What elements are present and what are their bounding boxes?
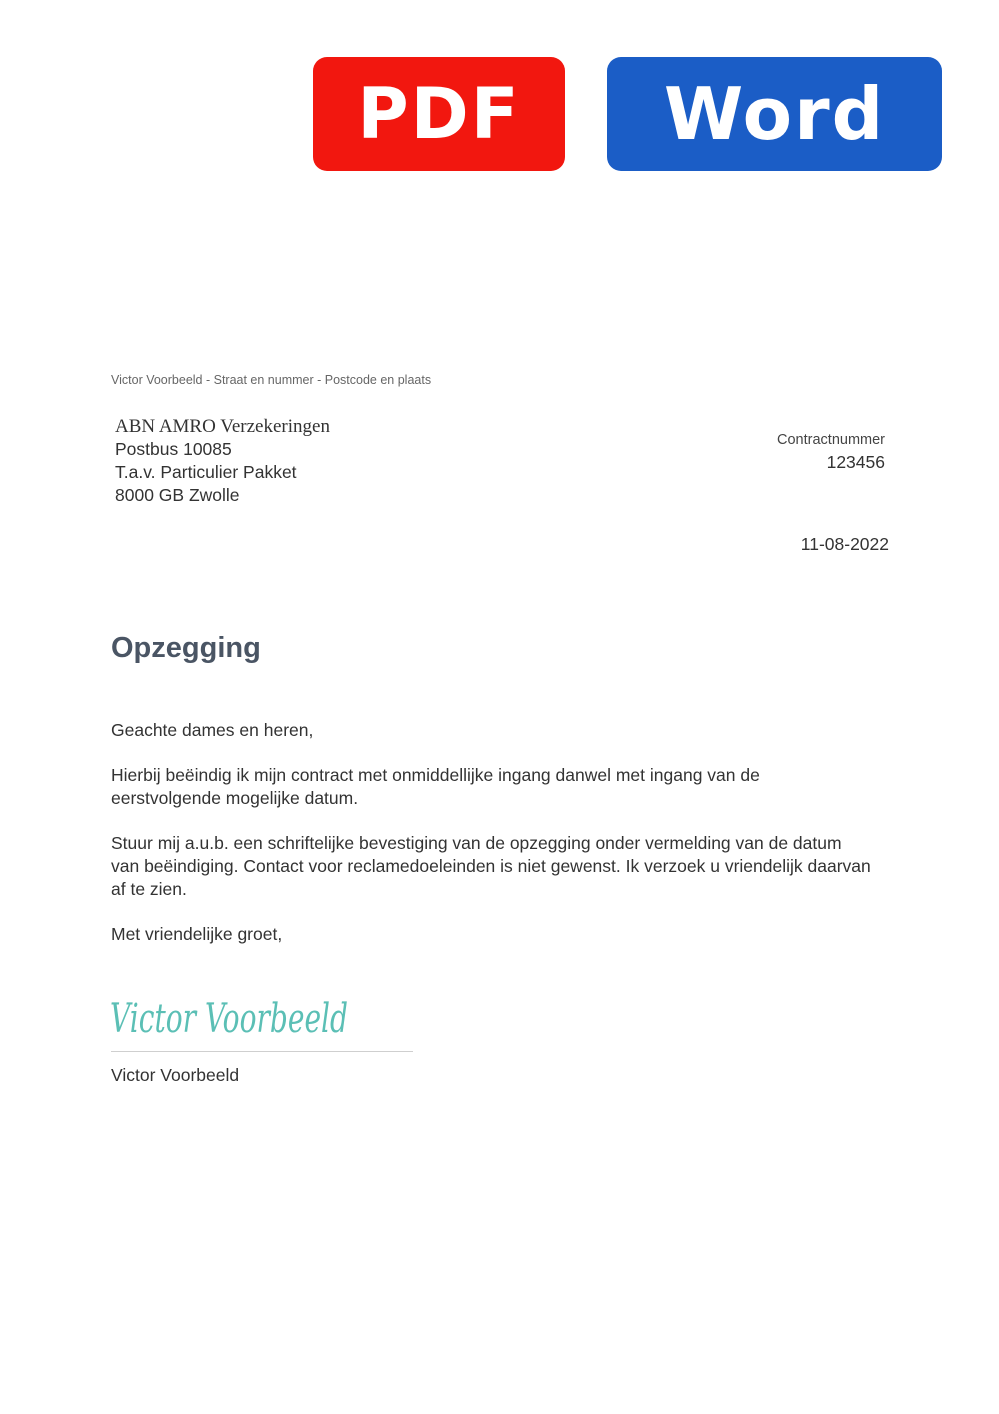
pdf-download-button[interactable]: PDF <box>313 57 565 171</box>
body-paragraph-2: Stuur mij a.u.b. een schriftelijke bevestiging van de opzegging onder vermelding van de datum van beëindiging. Contact voor reclamedoeleinden is niet gewenst. Ik verzoek u vriendelijk daarvan af te zien. <box>111 833 871 899</box>
recipient-address <box>115 415 330 507</box>
recipient-address-line1: Postbus 10085 <box>115 439 232 459</box>
contract-number-value: 123456 <box>826 452 885 472</box>
contract-block <box>777 430 885 474</box>
signature-line <box>111 1051 413 1052</box>
letter-title: Opzegging <box>111 632 261 664</box>
contract-number-label: Contractnummer <box>777 432 885 448</box>
letter-body <box>111 719 871 968</box>
signer-name: Victor Voorbeeld <box>111 1065 240 1085</box>
recipient-address-line3: 8000 GB Zwolle <box>115 485 240 505</box>
signature-graphic <box>110 988 360 1043</box>
svg-text:Victor Voorbeeld: Victor Voorbeeld <box>110 996 348 1042</box>
closing: Met vriendelijke groet, <box>111 924 283 944</box>
recipient-company: ABN AMRO Verzekeringen <box>115 416 330 437</box>
sender-address-line: Victor Voorbeeld - Straat en nummer - Postcode en plaats <box>111 373 432 387</box>
word-download-button[interactable]: Word <box>607 57 942 171</box>
recipient-address-line2: T.a.v. Particulier Pakket <box>115 462 297 482</box>
letter-date: 11-08-2022 <box>800 534 889 554</box>
salutation: Geachte dames en heren, <box>111 720 314 740</box>
body-paragraph-1: Hierbij beëindig ik mijn contract met onmiddellijke ingang danwel met ingang van de eerstvolgende mogelijke datum. <box>111 765 760 808</box>
handwritten-signature <box>110 988 360 1048</box>
